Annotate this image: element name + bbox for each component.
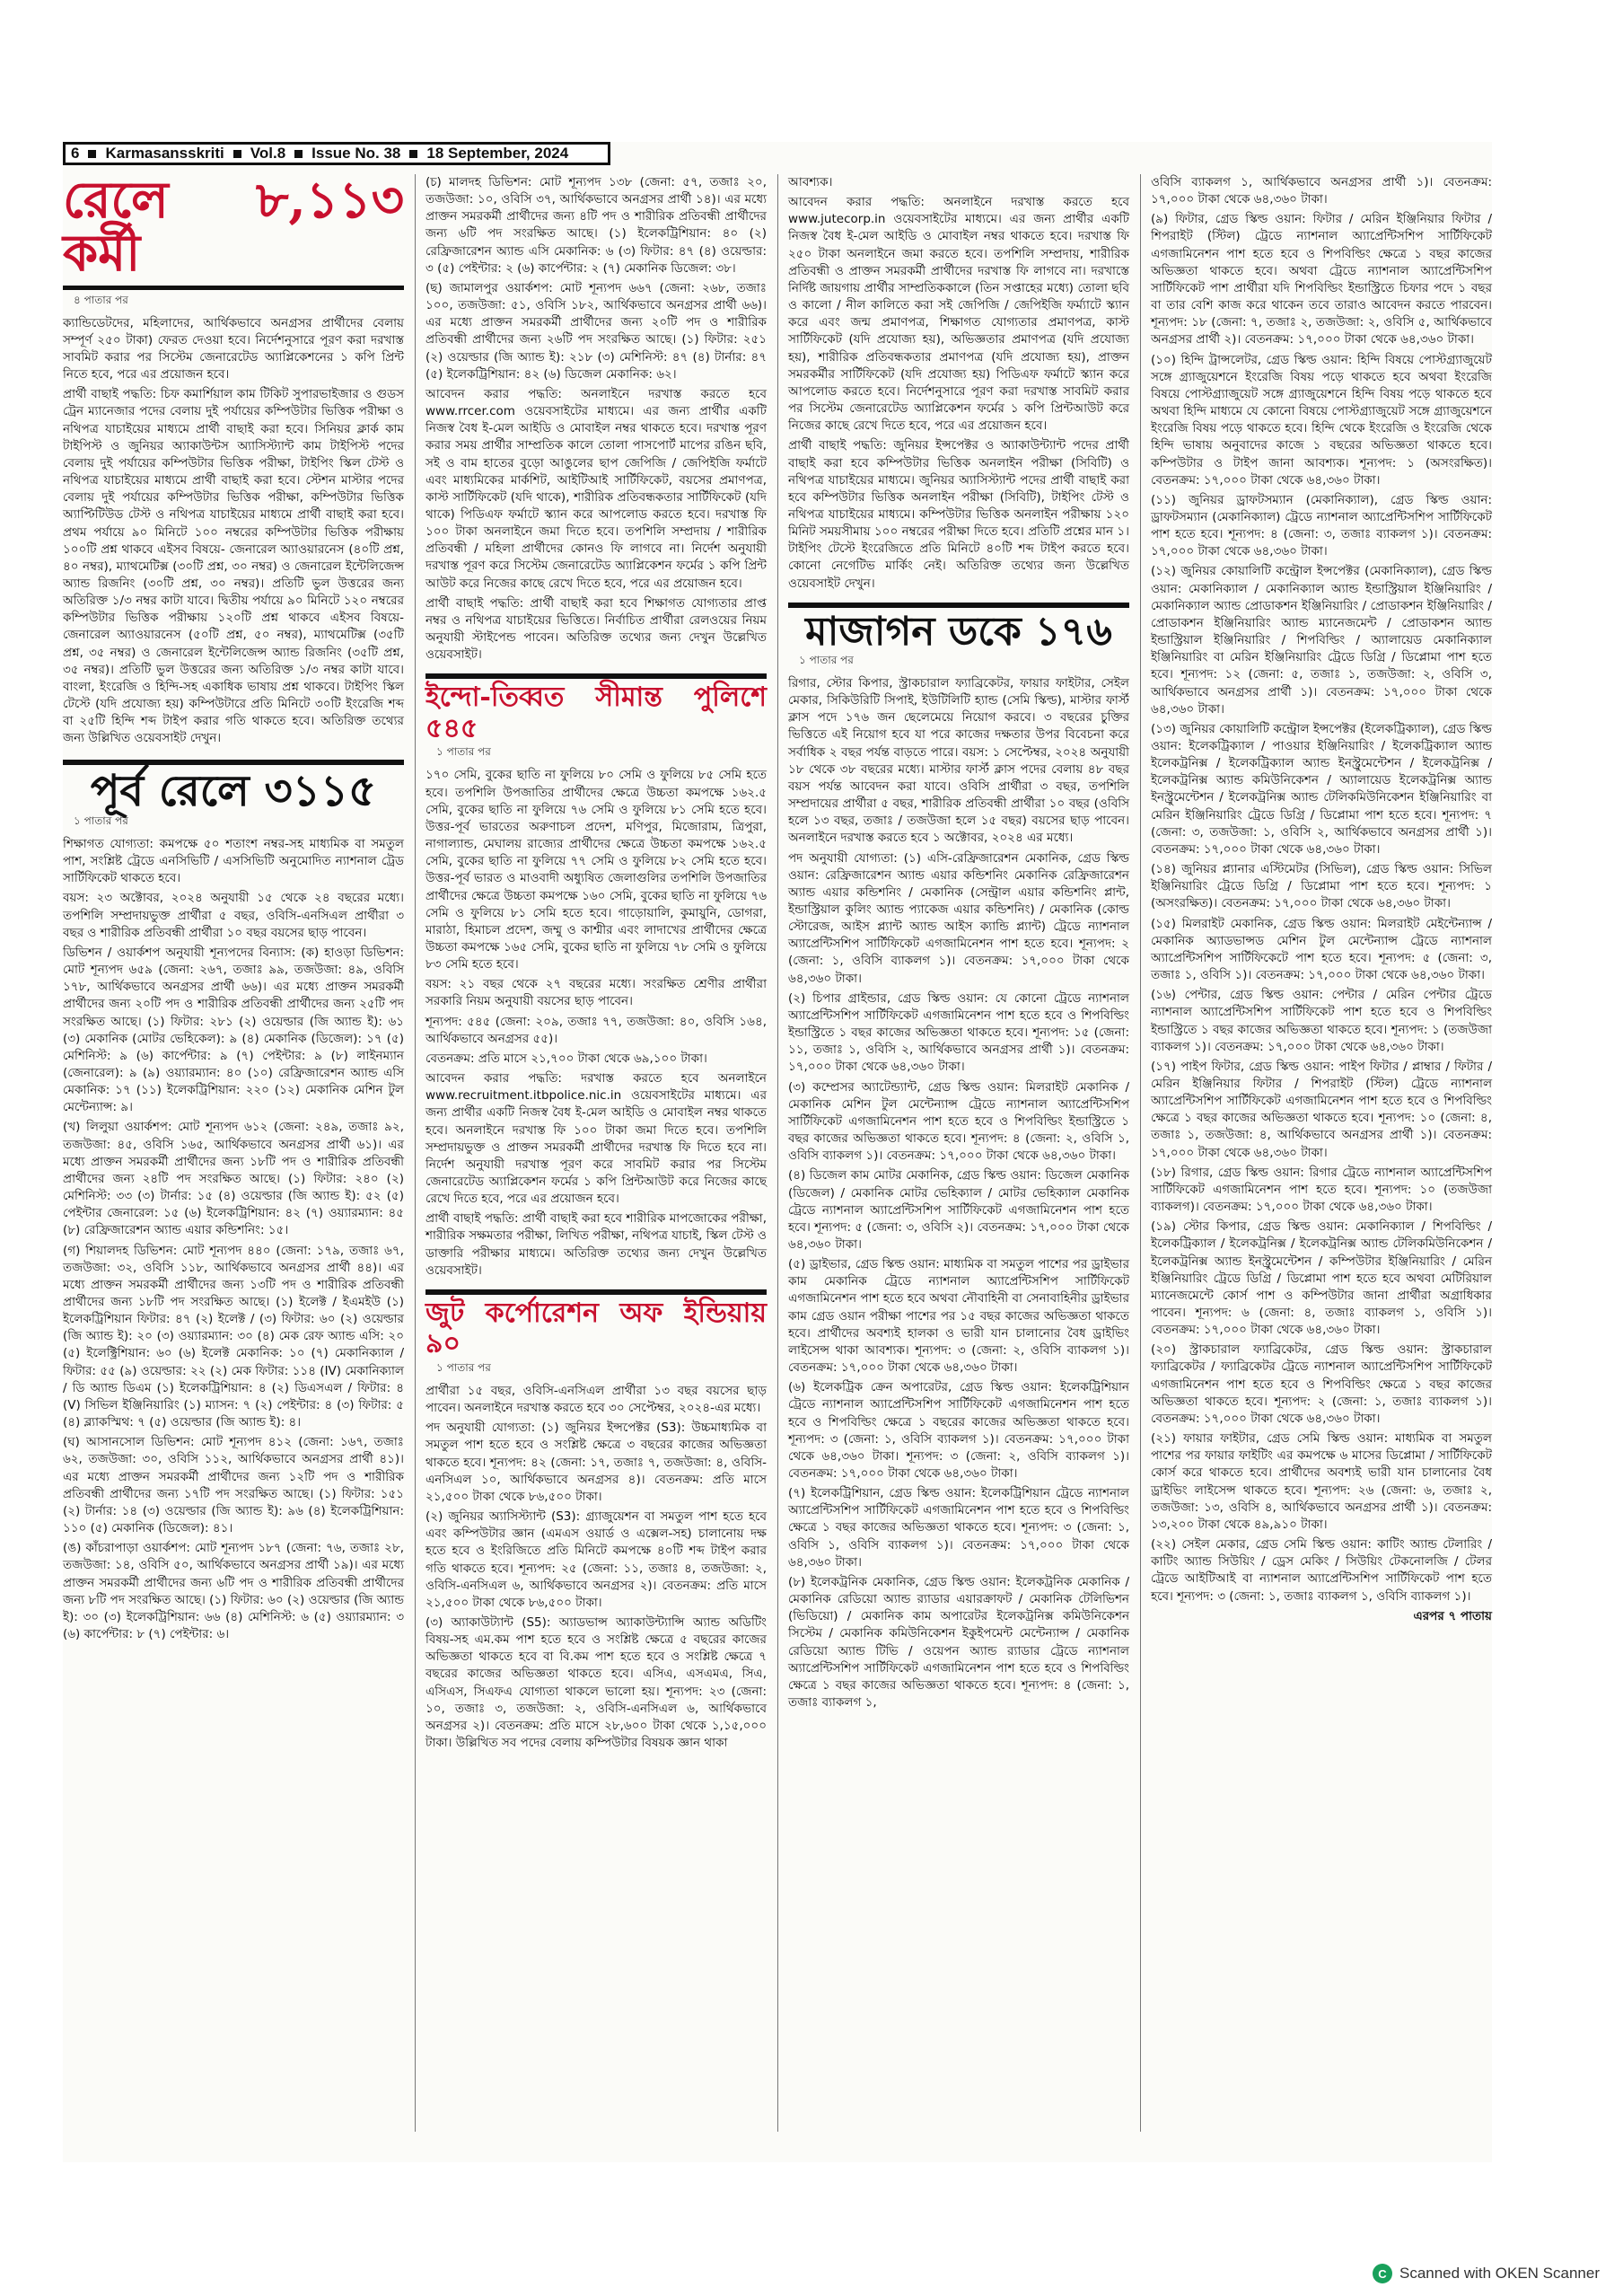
- paragraph: শূন্যপদ: ৫৪৫ (জেনা: ২০৯, তজাঃ ৭৭, তজউজা: ৪০, ওবিসি ১৬৪, আর্থিকভাবে অনগ্রসর ৫৫)।: [425, 1014, 767, 1046]
- paragraph: ডিভিশন / ওয়ার্কশপ অনুযায়ী শূন্যপদের বিন্যাস: (ক) হাওড়া ডিভিশন: মোট শূন্যপদ ৬৫৯ (জেনা: ২৬৭, তজাঃ ৯৯, তজউজা: ৪৯, ওবিসি ১৭৮, আর্থিকভাবে অনগ্রসর প্রার্থী ৬৬)। এর মধ্যে প্রাক্তন সমরকর্মী প্রার্থীদের জন্য ২০টি পদ ও শারীরিক প্রতিবন্ধী প্রার্থীদের জন্য ২৫টি পদ সংরক্ষিত আছে। (১) ফিটার: ২৮১ (২) ওয়েল্ডার (জি অ্যান্ড ই): ৬১ (৩) মেকানিক (মোটর ভেহিকেল): ৯ (৪) মেকানিক (ডিজেল): ১৭ (৫) মেশিনিস্ট: ৯ (৬) কার্পেন্টার: ৯ (৭) পেইন্টার: ৯ (৮) লাইনম্যান (জেনারেল): ৯ (৯) ওয়্যারম্যান: ৪০ (১০) রেফ্রিজারেশন অ্যান্ড এসি মেকানিক: ১৭ (১১) ইলেকট্রিশিয়ান: ২২০ (১২) মেকানিক মেশিন টুল মেন্টেন্যান্স: ৯।: [63, 945, 404, 1115]
- article-mazagon-continued: [1151, 174, 1492, 1605]
- column-rule: [415, 174, 416, 2132]
- article-railway-body: [63, 315, 404, 748]
- paragraph: আবেদন করার পদ্ধতি: অনলাইনে দরখাস্ত করতে হবে www.rrcer.com ওয়েবসাইটের মাধ্যমে। এর জন্য প্রার্থীর একটি নিজস্ব বৈধ ই-মেল আইডি ও মোবাইল নম্বর থাকতে হবে। দরখাস্ত পূরণ করার সময় প্রার্থীর সাম্প্রতিক কালে তোলা পাসপোর্ট মাপের রঙিন ছবি, সই ও বাম হাতের বুড়ো আঙুলের ছাপ জেপিজি / জেপিইজি ফর্মাটে এবং মাধ্যমিকের মার্কশিট, আইটিআই সার্টিফিকেট, বয়সের প্রমাণপত্র, কাস্ট সার্টিফিকেট (যদি থাকে), শারীরিক প্রতিবন্ধকতার সার্টিফিকেট (যদি থাকে) পিডিএফ ফর্মাটে স্ক্যান করে আপলোড করতে হবে। দরখাস্ত ফি ১০০ টাকা অনলাইনে জমা দিতে হবে। তপশিলি সম্প্রদায় / শারীরিক প্রতিবন্ধী / মহিলা প্রার্থীদের কোনও ফি লাগবে না। নির্দেশ অনুযায়ী দরখাস্ত পূরণ করে সিস্টেম জেনারেটেড অ্যাপ্লিকেশন ফর্মের ১ কপি প্রিন্ট আউট করে নিজের কাছে রেখে দিতে হবে, পরে এর প্রয়োজন হবে।: [425, 386, 767, 591]
- paragraph: (৪) ডিজেল কাম মোটর মেকানিক, গ্রেড স্কিল্ড ওয়ান: ডিজেল মেকানিক (ডিজেল) / মেকানিক মোটর ভেহিক্যাল / মোটর ভেহিক্যাল মেকানিক ট্রেডে ন্যাশনাল অ্যাপ্রেন্টিসশিপ সার্টিফিকেট এগজামিনেশন পাশ হতে হবে। শূন্যপদ: ৫ (জেনা: ৩, ওবিসি ২)। বেতনক্রম: ১৭,০০০ টাকা থেকে ৬৪,৩৬০ টাকা।: [788, 1168, 1129, 1252]
- paragraph: পদ অনুযায়ী যোগ্যতা: (১) এসি-রেফ্রিজারেশন মেকানিক, গ্রেড স্কিল্ড ওয়ান: রেফ্রিজারেশন অ্যান্ড এয়ার কন্ডিশনিং মেকানিক রেফ্রিজারেশন অ্যান্ড এয়ার কন্ডিশনিং / মেকানিক (সেন্ট্রাল এয়ার কন্ডিশনিং প্লান্ট, ইন্ডাস্ট্রিয়াল কুলিং অ্যান্ড প্যাকেজ এয়ার কন্ডিশনিং) / মেকানিক (কোল্ড স্টোরেজ, আইস প্ল্যান্ট অ্যান্ড আইস ক্যান্ডি প্ল্যান্ট) ট্রেডে ন্যাশনাল অ্যাপ্রেন্টিসশিপ সার্টিফিকেট এগজামিনেশন পাশ হতে হবে। শূন্যপদ: ২ (জেনা: ১, ওবিসি ব্যাকলগ ১)। বেতনক্রম: ১৭,০০০ টাকা থেকে ৬৪,৩৬০ টাকা।: [788, 850, 1129, 986]
- paragraph: বেতনক্রম: প্রতি মাসে ২১,৭০০ টাকা থেকে ৬৯,১০০ টাকা।: [425, 1051, 707, 1066]
- scanner-text: Scanned with OKEN Scanner: [1399, 2265, 1600, 2282]
- paragraph: (৬) ইলেকট্রিক ক্রেন অপারেটর, গ্রেড স্কিল্ড ওয়ান: ইলেকট্রিশিয়ান ট্রেডে ন্যাশনাল অ্যাপ্রেন্টিসশিপ সার্টিফিকেট এগজামিনেশন পাশ হতে হবে ও শিপবিল্ডিং ক্ষেত্রে ১ বছরের কাজের অভিজ্ঞতা থাকতে হবে। শূন্যপদ: ৩ (জেনা: ১, ওবিসি ব্যাকলগ ১)। বেতনক্রম: ১৭,০০০ টাকা থেকে ৬৪,৩৬০ টাকা। শূন্যপদ: ৩ (জেনা: ২, ওবিসি ব্যাকলগ ১)। বেতনক্রম: ১৭,০০০ টাকা থেকে ৬৪,৩৬০ টাকা।: [788, 1380, 1129, 1481]
- page-header: [63, 142, 610, 165]
- article-eastern-railway-body: [63, 836, 404, 1643]
- paragraph: (২০) স্ট্রাকচারাল ফ্যাব্রিকেটর, গ্রেড স্কিল্ড ওয়ান: স্ট্রাকচারাল ফ্যাব্রিকেটর / ফ্যাব্রিকেটর ট্রেডে ন্যাশনাল অ্যাপ্রেন্টিসশিপ সার্টিফিকেট এগজামিনেশন পাশ হতে হবে ও শিপবিল্ডিং ক্ষেত্রে ১ বছর কাজের অভিজ্ঞতা থাকতে হবে। শূন্যপদ: ২ (জেনা: ১, তজাঃ ব্যাকলগ ১)। বেতনক্রম: ১৭,০০০ টাকা থেকে ৬৪,৩৬০ টাকা।: [1151, 1342, 1492, 1426]
- continued-note: ১ পাতার পর: [436, 1360, 491, 1374]
- paragraph: (১০) হিন্দি ট্রান্সলেটর, গ্রেড স্কিল্ড ওয়ান: হিন্দি বিষয়ে পোস্টগ্র্যাজুয়েট সঙ্গে গ্র্যাজুয়েশনে ইংরেজি বিষয় পড়ে থাকতে হবে অথবা ইংরেজি বিষয়ে পোস্টগ্র্যাজুয়েট সঙ্গে গ্র্যাজুয়েশনে হিন্দি বিষয় পড়ে থাকতে হবে অথবা হিন্দি মাধ্যমে যে কোনো বিষয়ে পোস্টগ্র্যাজুয়েট সঙ্গে গ্র্যাজুয়েশনে ইংরেজি বিষয় পড়ে থাকতে হবে। হিন্দি থেকে ইংরেজি ও ইংরেজি থেকে হিন্দি ভাষায় অনুবাদের কাজে ১ বছরের অভিজ্ঞতা থাকতে হবে। কম্পিউটার ও টাইপ জানা আবশ্যক। শূন্যপদ: ১ (অসংরক্ষিত)। বেতনক্রম: ১৭,০০০ টাকা থেকে ৬৪,৩৬০ টাকা।: [1151, 352, 1492, 488]
- paragraph: (২) চিপার গ্রাইন্ডার, গ্রেড স্কিল্ড ওয়ান: যে কোনো ট্রেডে ন্যাশনাল অ্যাপ্রেন্টিসশিপ সার্টিফিকেট এগজামিনেশন পাশ হতে হবে ও শিপবিল্ডিং ইন্ডাস্ট্রিতে ১ বছর কাজের অভিজ্ঞতা থাকতে হবে। শূন্যপদ: ১৫ (জেনা: ১১, তজাঃ ১, ওবিসি ২, আর্থিকভাবে অনগ্রসর প্রার্থী ১)। বেতনক্রম: ১৭,০০০ টাকা থেকে ৬৪,৩৬০ টাকা।: [788, 990, 1129, 1075]
- continued-note: ১ পাতার পর: [74, 814, 128, 827]
- continued-note: ১ পাতার পর: [436, 745, 491, 759]
- paragraph: বয়স: ২৩ অক্টোবর, ২০২৪ অনুযায়ী ১৫ থেকে ২৪ বছরের মধ্যে। তপশিলি সম্প্রদায়ভুক্ত প্রার্থীরা ৫ বছর, ওবিসি-এনসিএল প্রার্থীরা ৩ বছর ও শারীরিক প্রতিবন্ধী প্রার্থীরা ১০ বছর বয়সের ছাড় পাবেন।: [63, 891, 404, 940]
- paragraph: আবশ্যক।: [788, 175, 833, 189]
- column-2: [425, 174, 767, 1755]
- paragraph: আবেদন করার পদ্ধতি: অনলাইনে দরখাস্ত করতে হবে www.jutecorp.in ওয়েবসাইটের মাধ্যমে। এর জন্য প্রার্থীর একটি নিজস্ব বৈধ ই-মেল আইডি ও মোবাইল নম্বর থাকতে হবে। দরখাস্ত ফি ২৫০ টাকা অনলাইনে জমা করতে হবে। তপশিলি সম্প্রদায়, শারীরিক প্রতিবন্ধী ও প্রাক্তন সমরকর্মী প্রার্থীদের দরখাস্ত ফি লাগবে না। দরখাস্তে নির্দিষ্ট জায়গায় প্রার্থীর সাম্প্রতিককালে (তিন সপ্তাহের মধ্যে) তোলা ছবি ও কালো / নীল কালিতে করা সই জেপিজি / জেপিইজি ফর্ম্যাটে স্ক্যান করে এবং জন্ম প্রমাণপত্র, শিক্ষাগত যোগ্যতার প্রমাণপত্র, কাস্ট সার্টিফিকেট (যদি প্রযোজ্য হয়), অভিজ্ঞতার প্রমাণপত্র (যদি প্রযোজ্য হয়), শারীরিক প্রতিবন্ধকতার প্রমাণপত্র (যদি প্রযোজ্য হয়), প্রাক্তন সমরকর্মীর সার্টিফিকেট (যদি প্রযোজ্য হয়) পিডিএফ ফর্মাটে স্ক্যান করে আপলোড করতে হবে। নির্দেশনুসারে পূরণ করা দরখাস্ত সাবমিট করার পর সিস্টেম জেনারেটেড অ্যাপ্লিকেশন ফর্মের ১ কপি প্রিন্টআউট করে নিজের কাছে রেখে দিতে হবে, পরে এর প্রয়োজন হবে।: [788, 195, 1129, 434]
- headline-eastern-railway: পূর্ব রেলে ৩১১৫: [90, 765, 377, 816]
- paragraph: (২) জুনিয়র অ্যাসিস্ট্যান্ট (S3): গ্র্যাজুয়েশন বা সমতুল পাশ হতে হবে এবং কম্পিউটার জ্ঞান (এমএস ওয়ার্ড ও এক্সেল-সহ) চালানোয় দক্ষ হতে হবে ও ইংরিজিতে প্রতি মিনিটে কমপক্ষে ৪০টি শব্দ টাইপ করার গতি থাকতে হবে। শূন্যপদ: ২৫ (জেনা: ১১, তজাঃ ৪, তজউজা: ২, ওবিসি-এনসিএল ৬, আর্থিকভাবে অনগ্রসর ২)। বেতনক্রম: প্রতি মাসে ২১,৫০০ টাকা থেকে ৮৬,৫০০ টাকা।: [425, 1509, 767, 1610]
- publication-name: Karmasansskriti: [105, 145, 224, 162]
- headline-jute-corporation: জুট কর্পোরেশন অফ ইন্ডিয়ায় ৯০: [425, 1297, 767, 1360]
- volume: Vol.8: [250, 145, 286, 162]
- column-3: [788, 174, 1129, 1714]
- paragraph: শিক্ষাগত যোগ্যতা: কমপক্ষে ৫০ শতাংশ নম্বর-সহ মাধ্যমিক বা সমতুল পাশ, সংশ্লিষ্ট ট্রেডে এনসিভিটি / এসসিভিটি অনুমোদিত ন্যাশনাল ট্রেড সার্টিফিকেট থাকতে হবে।: [63, 836, 404, 886]
- turn-page-note: এরপর ৭ পাতায়: [1413, 1608, 1492, 1623]
- article-jute-continued: [788, 174, 1129, 593]
- column-rule: [777, 174, 778, 2132]
- headline-railway: রেলে ৮,১১৩ কর্মী: [63, 171, 404, 283]
- paragraph: (গ) শিয়ালদহ ডিভিশন: মোট শূন্যপদ ৪৪০ (জেনা: ১৭৯, তজাঃ ৬৭, তজউজা: ৩২, ওবিসি ১১৮, আর্থিকভাবে অনগ্রসর প্রার্থী ৪৪)। এর মধ্যে প্রাক্তন সমরকর্মী প্রার্থীদের জন্য ১৩টি পদ ও শারীরিক প্রতিবন্ধী প্রার্থীদের জন্য ১৮টি পদ সংরক্ষিত আছে। (১) ইলেক্ট / ইএমইউ (১) ইলেকট্রিশিয়ান ফিটার: ৪৭ (২) ইলেক্ট / (৩) ফিটার: ৬০ (২) ওয়েল্ডার (জি অ্যান্ড ই): ২০ (৩) ওয়্যারম্যান: ৩০ (৪) মেক রেফ অ্যান্ড এসি: ২০ (৫) ইলেক্ট্রিশিয়ান: ৬০ (৬) ইলেক্ট মেকানিক: ১০ (৭) মেকানিক্যাল / ফিটার: ৫৫ (৯) ওয়েল্ডার: ২২ (২) মেক ফিটার: ১১৪ (IV) মেকানিক্যাল / ডি অ্যান্ড ডিএম (১) ইলেকট্রিশিয়ান: ৪ (২) ডিএসএল / ফিটার: ৪ (V) সিভিল ইঞ্জিনিয়ারিং (১) ম্যাসন: ৭ (২) পেইন্টার: ৪ (৩) ফিটার: ৫ (৪) ব্ল্যাকস্মিথ: ৭ (৫) ওয়েল্ডার (জি অ্যান্ড ই): ৪।: [63, 1243, 404, 1430]
- paragraph: ওবিসি ব্যাকলগ ১, আর্থিকভাবে অনগ্রসর প্রার্থী ১)। বেতনক্রম: ১৭,০০০ টাকা থেকে ৬৪,৩৬০ টাকা।: [1151, 175, 1492, 207]
- column-rule: [1140, 174, 1141, 2132]
- paragraph: (ছ) জামালপুর ওয়ার্কশপ: মোট শূন্যপদ ৬৬৭ (জেনা: ২৬৮, তজাঃ ১০০, তজউজা: ৫১, ওবিসি ১৮২, আর্থিকভাবে অনগ্রসর প্রার্থী ৬৬)। এর মধ্যে প্রাক্তন সমরকর্মী প্রার্থীদের জন্য ২০টি পদ ও শারীরিক প্রতিবন্ধী প্রার্থীদের জন্য ২৬টি পদ সংরক্ষিত আছে। (১) ফিটার: ২৫১ (২) ওয়েল্ডার (জি অ্যান্ড ই): ২১৮ (৩) মেশিনিস্ট: ৪৭ (৪) টার্নার: ৪৭ (৫) ইলেকট্রিশিয়ান: ৪২ (৬) ডিজেল মেকানিক: ৬২।: [425, 280, 767, 382]
- paragraph: আবেদন করার পদ্ধতি: দরখাস্ত করতে হবে অনলাইনে www.recruitment.itbpolice.nic.in ওয়েবসাইটের মাধ্যমে। এর জন্য প্রার্থীর একটি নিজস্ব বৈধ ই-মেল আইডি ও মোবাইল নম্বর থাকতে হবে। অনলাইনে দরখাস্ত ফি ১০০ টাকা জমা দিতে হবে। তপশিলি সম্প্রদায়ভুক্ত ও প্রাক্তন সমরকর্মী প্রার্থীদের দরখাস্ত ফি দিতে হবে না। নির্দেশ অনুযায়ী দরখাস্ত পূরণ করে সাবমিট করার পর সিস্টেম জেনারেটেড অ্যাপ্লিকেশন ফর্মের ১ কপি প্রিন্টআউট করে নিজের কাছে রেখে দিতে হবে, পরে এর প্রয়োজন হবে।: [425, 1071, 767, 1207]
- paragraph: (১৯) স্টোর কিপার, গ্রেড স্কিল্ড ওয়ান: মেকানিক্যাল / শিপবিল্ডিং / ইলেকট্রিক্যাল / ইলেকট্রনিক্স / ইলেকট্রনিক্স অ্যান্ড টেলিকমিউনিকেশন / ইলেকট্রনিক্স অ্যান্ড ইনস্ট্রুমেন্টেশন / কম্পিউটার ইঞ্জিনিয়ারিং / মেরিন ইঞ্জিনিয়ারিং ট্রেডে ডিগ্রি / ডিপ্লোমা পাশ হতে হবে অথবা মেটিরিয়াল ম্যানেজমেন্টে কোর্স পাশ ও কম্পিউটার জানা প্রার্থীরা অগ্রাধিকার পাবেন। শূন্যপদ: ৬ (জেনা: ৪, তজাঃ ব্যাকলগ ১, ওবিসি ১)। বেতনক্রম: ১৭,০০০ টাকা থেকে ৬৪,৩৬০ টাকা।: [1151, 1219, 1492, 1338]
- column-1: [63, 171, 404, 1646]
- paragraph: (৫) ড্রাইভার, গ্রেড স্কিল্ড ওয়ান: মাধ্যমিক বা সমতুল পাশের পর ড্রাইভার কাম মেকানিক ট্রেডে ন্যাশনাল অ্যাপ্রেন্টিসশিপ সার্টিফিকেট এগজামিনেশন পাশ হতে হবে অথবা নৌবাহিনী বা সেনাবাহিনীর ড্রাইভার কাম গ্রেড ওয়ান পরীক্ষা পাশের পর ১৫ বছর কাজের অভিজ্ঞতা থাকতে হবে। প্রার্থীদের অবশ্যই হালকা ও ভারী যান চালানোর বৈধ ড্রাইভিং লাইসেন্স থাকা আবশ্যক। শূন্যপদ: ৩ (জেনা: ২, ওবিসি ব্যাকলগ ১)। বেতনক্রম: ১৭,০০০ টাকা থেকে ৬৪,৩৬০ টাকা।: [788, 1257, 1129, 1376]
- square-bullet-icon: [409, 150, 417, 158]
- paragraph: (১৭) পাইপ ফিটার, গ্রেড স্কিল্ড ওয়ান: পাইপ ফিটার / প্লাম্বার / ফিটার / মেরিন ইঞ্জিনিয়ার ফিটার / শিপরাইট (স্টিল) ট্রেডে ন্যাশনাল অ্যাপ্রেন্টিসশিপ সার্টিফিকেট এগজামিনেশন পাশ হতে হবে ও শিপবিল্ডিং ক্ষেত্রে ১ বছর কাজের অভিজ্ঞতা থাকতে হবে। শূন্যপদ: ১০ (জেনা: ৪, তজাঃ ১, তজউজা: ৪, আর্থিকভাবে অনগ্রসর প্রার্থী ১)। বেতনক্রম: ১৭,০০০ টাকা থেকে ৬৪,৩৬০ টাকা।: [1151, 1059, 1492, 1160]
- divider: [63, 286, 404, 290]
- square-bullet-icon: [294, 150, 303, 158]
- paragraph: (১৫) মিলরাইট মেকানিক, গ্রেড স্কিল্ড ওয়ান: মিলরাইট মেইন্টেন্যান্স / মেকানিক অ্যাডভান্সড মেশিন টুল মেন্টেন্যান্স ট্রেডে ন্যাশনাল অ্যাপ্রেন্টিসশিপ সার্টিফিকেটে পাশ হতে হবে। শূন্যপদ: ৫ (জেনা: ৩, তজাঃ ১, ওবিসি ১)। বেতনক্রম: ১৭,০০০ টাকা থেকে ৬৪,৩৬০ টাকা।: [1151, 916, 1492, 983]
- paragraph: (চ) মালদহ ডিভিশন: মোট শূন্যপদ ১৩৮ (জেনা: ৫৭, তজাঃ ২০, তজউজা: ১০, ওবিসি ৩৭, আর্থিকভাবে অনগ্রসর প্রার্থী ১৪)। এর মধ্যে প্রাক্তন সমরকর্মী প্রার্থীদের জন্য ৪টি পদ ও শারীরিক প্রতিবন্ধী প্রার্থীদের জন্য ৬টি পদ সংরক্ষিত আছে। (১) ইলেকট্রিশিয়ান: ৪০ (২) রেফ্রিজারেশন অ্যান্ড এসি মেকানিক: ৬ (৩) ফিটার: ৪৭ (৪) ওয়েল্ডার: ৩ (৫) পেইন্টার: ২ (৬) কার্পেন্টার: ২ (৭) মেকানিক ডিজেল: ৩৮।: [425, 175, 767, 276]
- column-4: [1151, 174, 1492, 1625]
- issue-date: 18 September, 2024: [426, 145, 569, 162]
- paragraph: (ঘ) আসানসোল ডিভিশন: মোট শূন্যপদ ৪১২ (জেনা: ১৬৭, তজাঃ ৬২, তজউজা: ৩০, ওবিসি ১১২, আর্থিকভাবে অনগ্রসর প্রার্থী ৪১)। এর মধ্যে প্রাক্তন সমরকর্মী প্রার্থীদের জন্য ১২টি পদ ও শারীরিক প্রতিবন্ধী প্রার্থীদের জন্য ১৭টি পদ সংরক্ষিত আছে। (১) ফিটার: ১৫১ (২) টার্নার: ১৪ (৩) ওয়েল্ডার (জি অ্যান্ড ই): ৯৬ (৪) ইলেকট্রিশিয়ান: ১১০ (৫) মেকানিক (ডিজেল): ৪১।: [63, 1435, 404, 1536]
- article-railway-continued: [425, 174, 767, 664]
- paragraph: (১৮) রিগার, গ্রেড স্কিল্ড ওয়ান: রিগার ট্রেডে ন্যাশনাল অ্যাপ্রেন্টিসশিপ সার্টিফিকেট এগজামিনেশন পাশ হতে হবে। শূন্যপদ: ১০ (তজউজা ব্যাকলগ)। বেতনক্রম: ১৭,০০০ টাকা থেকে ৬৪,৩৬০ টাকা।: [1151, 1165, 1492, 1215]
- paragraph: (২২) সেইল মেকার, গ্রেড সেমি স্কিল্ড ওয়ান: কাটিং অ্যান্ড টেলারিং / কাটিং অ্যান্ড সিউয়িং / ড্রেস মেকিং / সিউয়িং টেকনোলজি / টেলর ট্রেডে আইটিআই বা ন্যাশনাল অ্যাপ্রেন্টিসশিপ সার্টিফিকেট পাশ হতে হবে। শূন্যপদ: ৩ (জেনা: ১, তজাঃ ব্যাকলগ ১, ওবিসি ব্যাকলগ ১)।: [1151, 1537, 1492, 1604]
- paragraph: (১২) জুনিয়র কোয়ালিটি কন্ট্রোল ইন্সপেক্টর (মেকানিক্যাল), গ্রেড স্কিল্ড ওয়ান: মেকানিক্যাল / মেকানিক্যাল অ্যান্ড ইন্ডাস্ট্রিয়াল ইঞ্জিনিয়ারিং / মেকানিক্যাল অ্যান্ড প্রোডাকশন ইঞ্জিনিয়ারিং / প্রোডাকশন ইঞ্জিনিয়ারিং / প্রোডাকশন ইঞ্জিনিয়ারিং অ্যান্ড ম্যানেজমেন্ট / প্রোডাকশন অ্যান্ড ইন্ডাস্ট্রিয়াল ইঞ্জিনিয়ারিং / শিপবিল্ডিং / অ্যালায়েড মেকানিক্যাল ইঞ্জিনিয়ারিং বা মেরিন ইঞ্জিনিয়ারিং ট্রেডে ডিগ্রি / ডিপ্লোমা পাশ হতে হবে। শূন্যপদ: ১২ (জেনা: ৫, তজাঃ ১, তজউজা: ২, ওবিসি ৩, আর্থিকভাবে অনগ্রসর প্রার্থী ১)। বেতনক্রম: ১৭,০০০ টাকা থেকে ৬৪,৩৬০ টাকা।: [1151, 564, 1492, 717]
- scanner-logo-icon: C: [1373, 2264, 1392, 2283]
- paragraph: রিগার, স্টোর কিপার, স্ট্রাকচারাল ফ্যাব্রিকেটর, ফায়ার ফাইটার, সেইল মেকার, সিকিউরিটি সিপাই, ইউটিলিটি হ্যান্ড (সেমি স্কিল্ড), মাস্টার ফার্স্ট ক্লাস পদে ১৭৬ জন ছেলেমেয়ে নিয়োগ করবে। ৩ বছরের চুক্তির ভিত্তিতে এই নিয়োগ হবে যা পরে কাজের দক্ষতার উপর বিবেচনা করে সর্বাধিক ২ বছর পর্যন্ত বাড়তে পারে। বয়স: ১ সেপ্টেম্বর, ২০২৪ অনুযায়ী ১৮ থেকে ৩৮ বছরের মধ্যে। মাস্টার ফার্স্ট ক্লাস পদের বেলায় ৪৮ বছর বয়স পর্যন্ত আবেদন করা যাবে। ওবিসি প্রার্থীরা ৩ বছর, তপশিলি সম্প্রদায়ের প্রার্থীরা ৫ বছর, শারীরিক প্রতিবন্ধী প্রার্থীরা ১০ বছর (ওবিসি হলে ১৩ বছর, তজাঃ / তজউজা হলে ১৫ বছর) বয়সের ছাড় পাবেন। অনলাইনে দরখাস্ত করতে হবে ১ অক্টোবর, ২০২৪ এর মধ্যে।: [788, 675, 1129, 846]
- paragraph: (৩) অ্যাকাউট্যান্ট (S5): অ্যাডভান্স অ্যাকাউন্ট্যান্সি অ্যান্ড অডিটিং বিষয়-সহ এম.কম পাশ হতে হবে ও সংশ্লিষ্ট ক্ষেত্রে ৫ বছরের কাজের অভিজ্ঞতা থাকতে হবে বা বি.কম পাশ হতে হবে ও সংশ্লিষ্ট ক্ষেত্রে ৭ বছরের কাজের অভিজ্ঞতা থাকতে হবে। এসিএ, এসএমএ, সিএ, এসিএস, সিএফএ যোগ্যতা থাকলে ভালো হয়। শূন্যপদ: ২৩ (জেনা: ১০, তজাঃ ৩, তজউজা: ২, ওবিসি-এনসিএল ৬, আর্থিকভাবে অনগ্রসর ২)। বেতনক্রম: প্রতি মাসে ২৮,৬০০ টাকা থেকে ১,১৫,০০০ টাকা। উল্লিখিত সব পদের বেলায় কম্পিউটার বিষয়ক জ্ঞান থাকা: [425, 1615, 767, 1751]
- article-jute-body: [425, 1383, 767, 1752]
- paragraph: (৯) ফিটার, গ্রেড স্কিল্ড ওয়ান: ফিটার / মেরিন ইঞ্জিনিয়ার ফিটার / শিপরাইট (স্টিল) ট্রেডে ন্যাশনাল অ্যাপ্রেন্টিসশিপ সার্টিফিকেট এগজামিনেশন পাশ হতে হবে ও শিপবিল্ডিং ক্ষেত্রে ১ বছর কাজের অভিজ্ঞতা থাকতে হবে। অথবা ট্রেডে ন্যাশনাল অ্যাপ্রেন্টিসশিপ সার্টিফিকেট পাশ প্রার্থীরা যদি শিপবিল্ডিং ইন্ডাস্ট্রিতে চিফার পদে ১ বছর বা তার বেশি কাজ করে থাকেন তবে তারাও আবেদন করতে পারবেন। শূন্যপদ: ১৮ (জেনা: ৭, তজাঃ ২, তজউজা: ২, ওবিসি ৫, আর্থিকভাবে অনগ্রসর প্রার্থী ২)। বেতনক্রম: ১৭,০০০ টাকা থেকে ৬৪,৩৬০ টাকা।: [1151, 212, 1492, 347]
- issue-number: Issue No. 38: [311, 145, 401, 162]
- article-itbp-body: [425, 767, 767, 1280]
- paragraph: (খ) লিলুয়া ওয়ার্কশপ: মোট শূন্যপদ ৬১২ (জেনা: ২৪৯, তজাঃ ৯২, তজউজা: ৪৫, ওবিসি ১৬৫, আর্থিকভাবে অনগ্রসর প্রার্থী ৬১)। এর মধ্যে প্রাক্তন সমরকর্মী প্রার্থীদের জন্য ১৮টি পদ ও শারীরিক প্রতিবন্ধী প্রার্থীদের জন্য ২৪টি পদ সংরক্ষিত আছে। (১) ফিটার: ২৪০ (২) মেশিনিস্ট: ৩৩ (৩) টার্নার: ১৫ (৪) ওয়েল্ডার (জি অ্যান্ড ই): ৫২ (৫) পেইন্টার জেনারেল: ১৫ (৬) ইলেকট্রিশিয়ান: ৪২ (৭) ওয়্যারম্যান: ৪৫ (৮) রেফ্রিজারেশন অ্যান্ড এয়ার কন্ডিশনিং: ১৫।: [63, 1120, 404, 1238]
- headline-itbp: ইন্দো-তিব্বত সীমান্ত পুলিশে ৫৪৫: [425, 682, 767, 744]
- paragraph: প্রার্থী বাছাই পদ্ধতি: চিফ কমার্শিয়াল কাম টিকিট সুপারভাইজার ও গুডস ট্রেন ম্যানেজার পদের বেলায় দুই পর্যায়ের কম্পিউটার ভিত্তিক পরীক্ষা ও নথিপত্র যাচাইয়ের মাধ্যমে প্রার্থী বাছাই করা হবে। সিনিয়র ক্লার্ক কাম টাইপিস্ট ও জুনিয়র অ্যাকাউন্টস অ্যাসিস্ট্যান্ট কাম টাইপিস্ট পদের বেলায় দুই পর্যায়ের কম্পিউটার ভিত্তিক পরীক্ষা, টাইপিং স্কিল টেস্ট ও নথিপত্র যাচাইয়ের মাধ্যমে প্রার্থী বাছাই করা হবে। স্টেশন মাস্টার পদের বেলায় দুই পর্যায়ের কম্পিউটার ভিত্তিক পরীক্ষা, কম্পিউটার ভিত্তিক অ্যাপ্টিটিউড টেস্ট ও নথিপত্র যাচাইয়ের মাধ্যমে প্রার্থী বাছাই করা হবে। প্রথম পর্যায়ে ৯০ মিনিটে ১০০ নম্বরের কম্পিউটার ভিত্তিক পরীক্ষায় ১০০টি প্রশ্ন থাকবে এইসব বিষয়ে- জেনারেল অ্যাওয়ারনেস (৪০টি প্রশ্ন, ৪০ নম্বর), ম্যাথমেটিক্স (৩০টি প্রশ্ন, ৩০ নম্বর) ও জেনারেল ইন্টেলিজেন্স অ্যান্ড রিজনিং (৩০টি প্রশ্ন, ৩০ নম্বর)। প্রতিটি ভুল উত্তরের জন্য অতিরিক্ত ১/৩ নম্বর কাটা যাবে। দ্বিতীয় পর্যায়ে ৯০ মিনিটে ১২০ নম্বরের কম্পিউটার ভিত্তিক পরীক্ষায় ১২০টি প্রশ্ন থাকবে এইসব বিষয়ে- জেনারেল অ্যাওয়ারনেস (৫০টি প্রশ্ন, ৫০ নম্বর), ম্যাথমেটিক্স (৩৫টি প্রশ্ন, ৩৫ নম্বর) ও জেনারেল ইন্টেলিজেন্স অ্যান্ড রিজনিং (৩৫টি প্রশ্ন, ৩৫ নম্বর)। প্রতিটি ভুল উত্তরের জন্য অতিরিক্ত ১/৩ নম্বর কাটা যাবে। বাংলা, ইংরেজি ও হিন্দি-সহ একাধিক ভাষায় প্রশ্ন থাকবে। টাইপিং স্কিল টেস্টে (যদি প্রযোজ্য হয়) কম্পিউটারে প্রতি মিনিটে ৩০টি ইংরেজি শব্দ বা ২৫টি হিন্দি শব্দ টাইপ করার গতি থাকতে হবে। অতিরিক্ত তথ্যের জন্য উল্লিখিত ওয়েবসাইট দেখুন।: [63, 387, 404, 746]
- scanner-watermark: [1373, 2264, 1600, 2283]
- square-bullet-icon: [233, 150, 241, 158]
- paragraph: প্রার্থী বাছাই পদ্ধতি: প্রার্থী বাছাই করা হবে শিক্ষাগত যোগ্যতার প্রাপ্ত নম্বর ও নথিপত্র যাচাইয়ের ভিত্তিতে। নির্বাচিত প্রার্থীরা রেলওয়ের নিয়ম অনুযায়ী স্টাইপেন্ড পাবেন। অতিরিক্ত তথ্যের জন্য দেখুন উল্লেখিত ওয়েবসাইট।: [425, 595, 767, 663]
- paragraph: ক্যান্ডিডেটদের, মহিলাদের, আর্থিকভাবে অনগ্রসর প্রার্থীদের বেলায় সম্পূর্ণ ২৫০ টাকা) ফেরত দেওয়া হবে। নির্দেশনুসারে পূরণ করা দরখাস্ত সাবমিট করার পর সিস্টেম জেনারেটেড অ্যাপ্লিকেশনের ১ কপি প্রিন্ট নিতে হবে, পরে এর প্রয়োজন হবে।: [63, 315, 404, 383]
- paragraph: (ঙ) কাঁচরাপাড়া ওয়ার্কশপ: মোট শূন্যপদ ১৮৭ (জেনা: ৭৬, তজাঃ ২৮, তজউজা: ১৪, ওবিসি ৫০, আর্থিকভাবে অনগ্রসর প্রার্থী ১৯)। এর মধ্যে প্রাক্তন সমরকর্মী প্রার্থীদের জন্য ৬টি পদ ও শারীরিক প্রতিবন্ধী প্রার্থীদের জন্য ৮টি পদ সংরক্ষিত আছে। (১) ফিটার: ৬০ (২) ওয়েল্ডার (জি অ্যান্ড ই): ৩০ (৩) ইলেকট্রিশিয়ান: ৬৬ (৪) মেশিনিস্ট: ৬ (৫) ওয়্যারম্যান: ৩ (৬) কার্পেন্টার: ৮ (৭) পেইন্টার: ৬।: [63, 1541, 404, 1641]
- newspaper-page: [63, 142, 1492, 2162]
- paragraph: (১১) জুনিয়র ড্রাফটসম্যান (মেকানিক্যাল), গ্রেড স্কিল্ড ওয়ান: ড্রাফটসম্যান (মেকানিক্যাল) ট্রেডে ন্যাশনাল অ্যাপ্রেন্টিসশিপ সার্টিফিকেট পাশ হতে হবে। শূন্যপদ: ৪ (জেনা: ৩, তজাঃ ব্যাকলগ ১)। বেতনক্রম: ১৭,০০০ টাকা থেকে ৬৪,৩৬০ টাকা।: [1151, 492, 1492, 559]
- paragraph: প্রার্থীরা ১৫ বছর, ওবিসি-এনসিএল প্রার্থীরা ১৩ বছর বয়সের ছাড় পাবেন। অনলাইনে দরখাস্ত করতে হবে ৩০ সেপ্টেম্বর, ২০২৪-এর মধ্যে।: [425, 1383, 767, 1416]
- square-bullet-icon: [88, 150, 96, 158]
- paragraph: (১৪) জুনিয়র প্ল্যানার এস্টিমেটর (সিভিল), গ্রেড স্কিল্ড ওয়ান: সিভিল ইঞ্জিনিয়ারিং ট্রেডে ডিগ্রি / ডিপ্লোমা পাশ হতে হবে। শূন্যপদ: ১ (অসংরক্ষিত)। বেতনক্রম: ১৭,০০০ টাকা থেকে ৬৪,৩৬০ টাকা।: [1151, 862, 1492, 911]
- continued-note: ৪ পাতার পর: [74, 293, 128, 306]
- paragraph: (৭) ইলেকট্রিশিয়ান, গ্রেড স্কিল্ড ওয়ান: ইলেকট্রিশিয়ান ট্রেডে ন্যাশনাল অ্যাপ্রেন্টিসশিপ সার্টিফিকেট এগজামিনেশন পাশ হতে হবে ও শিপবিল্ডিং ক্ষেত্রে ১ বছর কাজের অভিজ্ঞতা থাকতে হবে। শূন্যপদ: ৩ (জেনা: ১, ওবিসি ১, ওবিসি ব্যাকলগ ১)। বেতনক্রম: ১৭,০০০ টাকা থেকে ৬৪,৩৬০ টাকা।: [788, 1486, 1129, 1570]
- paragraph: ১৭০ সেমি, বুকের ছাতি না ফুলিয়ে ৮০ সেমি ও ফুলিয়ে ৮৫ সেমি হতে হবে। তপশিলি উপজাতির প্রার্থীদের ক্ষেত্রে উচ্চতা কমপক্ষে ১৬২.৫ সেমি, বুকের ছাতি না ফুলিয়ে ৭৬ সেমি ও ফুলিয়ে ৮১ সেমি হতে হবে। উত্তর-পূর্ব ভারতের অরুণাচল প্রদেশ, মণিপুর, মিজোরাম, ত্রিপুরা, নাগাল্যান্ড, মেঘালয় রাজ্যের প্রার্থীদের ক্ষেত্রে উচ্চতা কমপক্ষে ১৬২.৫ সেমি, বুকের ছাতি না ফুলিয়ে ৭৭ সেমি ও ফুলিয়ে ৮২ সেমি হতে হবে। উত্তর-পূর্ব ভারত ও মাওবাদী অধ্যুষিত জেলাগুলির তপশিলি উপজাতির প্রার্থীদের ক্ষেত্রে উচ্চতা কমপক্ষে ১৬০ সেমি, বুকের ছাতি না ফুলিয়ে ৭৬ সেমি ও ফুলিয়ে ৮১ সেমি হতে হবে। গাড়োয়ালি, কুমায়ুনি, ডোগরা, মারাঠা, হিমাচল প্রদেশ, জম্মু ও কাশ্মীর এবং লাদাখের প্রার্থীদের ক্ষেত্রে উচ্চতা কমপক্ষে ১৬৫ সেমি, বুকের ছাতি না ফুলিয়ে ৭৮ সেমি ও ফুলিয়ে ৮৩ সেমি হতে হবে।: [425, 768, 767, 972]
- paragraph: (৩) কম্প্রেসর অ্যাটেন্ড্যান্ট, গ্রেড স্কিল্ড ওয়ান: মিলরাইট মেকানিক / মেকানিক মেশিন টুল মেন্টেন্যান্স ট্রেডে ন্যাশনাল অ্যাপ্রেন্টিসশিপ সার্টিফিকেট এগজামিনেশন পাশ হতে হবে ও শিপবিল্ডিং ইন্ডাস্ট্রিতে ১ বছর কাজের অভিজ্ঞতা থাকতে হবে। শূন্যপদ: ৪ (জেনা: ২, ওবিসি ১, ওবিসি ব্যাকলগ ১)। বেতনক্রম: ১৭,০০০ টাকা থেকে ৬৪,৩৬০ টাকা।: [788, 1079, 1129, 1164]
- continued-note: ১ পাতার পর: [799, 653, 854, 666]
- page-number: 6: [71, 145, 80, 162]
- paragraph: (১৩) জুনিয়র কোয়ালিটি কন্ট্রোল ইন্সপেক্টর (ইলেকট্রিক্যাল), গ্রেড স্কিল্ড ওয়ান: ইলেকট্রিক্যাল / পাওয়ার ইঞ্জিনিয়ারিং / ইলেকট্রিক্যাল অ্যান্ড ইলেকট্রনিক্স / ইলেকট্রিক্যাল অ্যান্ড ইনস্ট্রুমেন্টেশন / ইলেকট্রনিক্স / ইলেকট্রনিক্স অ্যান্ড কমিউনিকেশন / অ্যালায়েড ইলেকট্রনিক্স অ্যান্ড ইনস্ট্রুমেন্টেশন / ইলেকট্রনিক্স অ্যান্ড টেলিকমিউনিকেশন ইঞ্জিনিয়ারিং বা মেরিন ইঞ্জিনিয়ারিং ট্রেডে ডিগ্রি / ডিপ্লোমা পাশ হতে হবে। শূন্যপদ: ৭ (জেনা: ৩, তজউজা: ১, ওবিসি ২, আর্থিকভাবে অনগ্রসর প্রার্থী ১)। বেতনক্রম: ১৭,০০০ টাকা থেকে ৬৪,৩৬০ টাকা।: [1151, 721, 1492, 857]
- article-mazagon-body: [788, 675, 1129, 1711]
- paragraph: প্রার্থী বাছাই পদ্ধতি: প্রার্থী বাছাই করা হবে শারীরিক মাপজোকের পরীক্ষা, শারীরিক সক্ষমতার পরীক্ষা, লিখিত পরীক্ষা, নথিপত্র যাচাই, স্কিল টেস্ট ও ডাক্তারি পরীক্ষার মাধ্যমে। অতিরিক্ত তথ্যের জন্য দেখুন উল্লেখিত ওয়েবসাইট।: [425, 1211, 767, 1278]
- paragraph: পদ অনুযায়ী যোগ্যতা: (১) জুনিয়র ইন্সপেক্টর (S3): উচ্চমাধ্যমিক বা সমতুল পাশ হতে হবে ও সংশ্লিষ্ট ক্ষেত্রে ৩ বছরের কাজের অভিজ্ঞতা থাকতে হবে। শূন্যপদ: ৪২ (জেনা: ১৭, তজাঃ ৭, তজউজা: ৪, ওবিসি-এনসিএল ১০, আর্থিকভাবে অনগ্রসর ৪)। বেতনক্রম: প্রতি মাসে ২১,৫০০ টাকা থেকে ৮৬,৫০০ টাকা।: [425, 1421, 767, 1504]
- paragraph: (৮) ইলেকট্রনিক মেকানিক, গ্রেড স্কিল্ড ওয়ান: ইলেকট্রনিক মেকানিক / মেকানিক রেডিয়ো অ্যান্ড র‍্যাডার এয়ারক্রাফট / মেকানিক টেলিভিশন (ভিডিয়ো) / মেকানিক কাম অপারেটর ইলেকট্রনিক্স কমিউনিকেশন সিস্টেম / মেকানিক কমিউনিকেশন ইকুইপমেন্ট মেন্টেন্যান্স / মেকানিক রেডিয়ো অ্যান্ড টিভি / ওয়েপন অ্যান্ড র‍্যাডার ট্রেডে ন্যাশনাল অ্যাপ্রেন্টিসশিপ সার্টিফিকেট এগজামিনেশন পাশ হতে হবে ও শিপবিল্ডিং ক্ষেত্রে ১ বছর কাজের অভিজ্ঞতা থাকতে হবে। শূন্যপদ: ৪ (জেনা: ১, তজাঃ ব্যাকলগ ১,: [788, 1574, 1129, 1711]
- paragraph: বয়স: ২১ বছর থেকে ২৭ বছরের মধ্যে। সংরক্ষিত শ্রেণীর প্রার্থীরা সরকারি নিয়ম অনুযায়ী বয়সের ছাড় পাবেন।: [425, 977, 767, 1009]
- headline-mazagon-dock: মাজাগন ডকে ১৭৬: [805, 608, 1112, 655]
- paragraph: (১৬) পেন্টার, গ্রেড স্কিল্ড ওয়ান: পেন্টার / মেরিন পেন্টার ট্রেডে ন্যাশনাল অ্যাপ্রেন্টিসশিপ সার্টিফিকেট পাশ হতে হবে ও শিপবিল্ডিং ইন্ডাস্ট্রিতে ১ বছর কাজের অভিজ্ঞতা থাকতে হবে। শূন্যপদ: ১ (তজউজা ব্যাকলগ ১)। বেতনক্রম: ১৭,০০০ টাকা থেকে ৬৪,৩৬০ টাকা।: [1151, 988, 1492, 1054]
- paragraph: (২১) ফায়ার ফাইটার, গ্রেড সেমি স্কিল্ড ওয়ান: মাধ্যমিক বা সমতুল পাশের পর ফায়ার ফাইটিং এর কমপক্ষে ৬ মাসের ডিপ্লোমা / সার্টিফিকেট কোর্স করে থাকতে হবে। প্রার্থীদের অবশ্যই ভারী যান চালানোর বৈধ ড্রাইভিং লাইসেন্স থাকতে হবে। শূন্যপদ: ২৬ (জেনা: ৬, তজাঃ ২, তজউজা: ১৩, ওবিসি ৪, আর্থিকভাবে অনগ্রসর প্রার্থী ১)। বেতনক্রম: ১৩,২০০ টাকা থেকে ৪৯,৯১০ টাকা।: [1151, 1431, 1492, 1532]
- paragraph: প্রার্থী বাছাই পদ্ধতি: জুনিয়র ইন্সপেক্টর ও অ্যাকাউন্ট্যান্ট পদের প্রার্থী বাছাই করা হবে কম্পিউটার ভিত্তিক অনলাইন পরীক্ষা (সিবিটি) ও নথিপত্র যাচাইয়ের মাধ্যমে। জুনিয়র অ্যাসিস্ট্যান্ট পদের প্রার্থী বাছাই করা হবে কম্পিউটার ভিত্তিক অনলাইন পরীক্ষা (সিবিটি), টাইপিং টেস্ট ও নথিপত্র যাচাইয়ের মাধ্যমে। কম্পিউটার ভিত্তিক অনলাইন পরীক্ষায় ১২০ মিনিট সময়সীমায় ১০০ নম্বরের পরীক্ষা দিতে হবে। প্রতিটি প্রশ্নের মান ১। টাইপিং টেস্টে ইংরেজিতে প্রতি মিনিটে ৪০টি শব্দ টাইপ করতে হবে। কোনো নেগেটিভ মার্কিং নেই। অতিরিক্ত তথ্যের জন্য উল্লেখিত ওয়েবসাইট দেখুন।: [788, 438, 1129, 591]
